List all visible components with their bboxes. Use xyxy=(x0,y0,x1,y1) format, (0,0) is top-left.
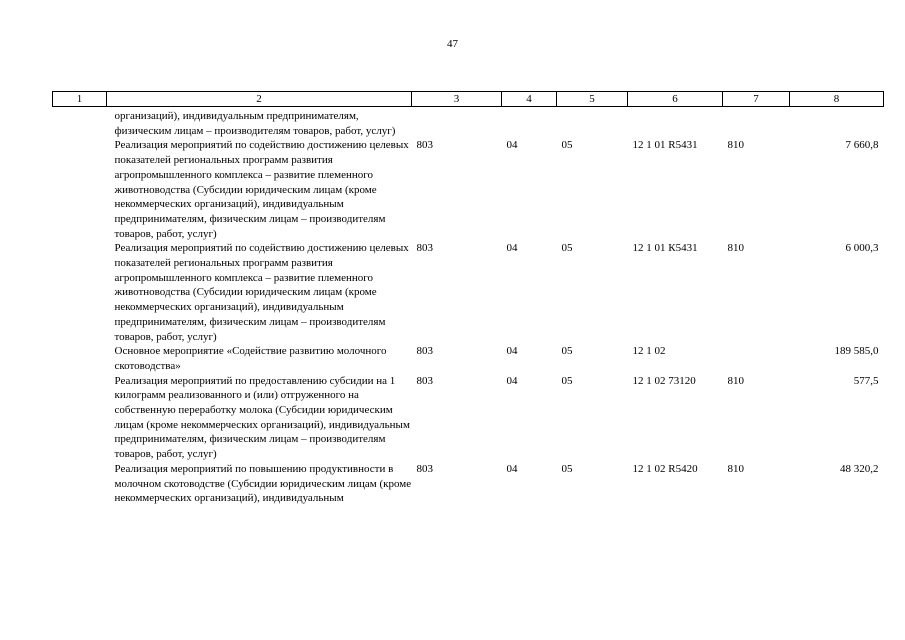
row-cell-col1 xyxy=(53,462,107,506)
header-row xyxy=(53,92,884,107)
row-subsection xyxy=(557,107,628,139)
table-row xyxy=(53,107,884,139)
row-name: Реализация мероприятий по содействию достижению целевых показателей региональных программ развития агропромышленного комплекса – развитие племенного животноводства (Субсидии юридическим лицам (кроме некоммерческих организаций), индивидуальным предпринимателям, физическим лицам – производителям товаров, работ, услуг) xyxy=(114,242,409,343)
row-subsection: 05 xyxy=(561,345,573,358)
row-section: 04 xyxy=(506,345,518,358)
row-section: 04 xyxy=(506,462,518,475)
column-header-8: 8 xyxy=(790,92,884,107)
table-row xyxy=(53,241,884,344)
row-expense-type xyxy=(723,107,790,139)
row-cell-col1 xyxy=(53,107,107,139)
column-header-6: 6 xyxy=(628,92,723,107)
row-section: 04 xyxy=(506,242,518,255)
row-target-code: 12 1 02 xyxy=(632,345,666,358)
row-expense-type xyxy=(723,344,790,373)
row-expense-type: 810 xyxy=(727,139,744,152)
row-expense-type: 810 xyxy=(727,242,744,255)
row-amount: 6 000,3 xyxy=(845,242,879,255)
row-target-code: 12 1 01 К5431 xyxy=(632,242,698,255)
row-section: 04 xyxy=(506,139,518,152)
row-admin-code xyxy=(412,107,502,139)
row-section: 04 xyxy=(506,374,518,387)
row-target-code xyxy=(628,107,723,139)
column-header-4: 4 xyxy=(502,92,557,107)
row-name: Основное мероприятие «Содействие развитию молочного скотоводства» xyxy=(114,345,387,372)
row-name: Реализация мероприятий по содействию достижению целевых показателей региональных программ развития агропромышленного комплекса – развитие племенного животноводства (Субсидии юридическим лицам (кроме некоммерческих организаций), индивидуальным предпринимателям, физическим лицам – производителям товаров, работ, услуг) xyxy=(114,139,409,240)
row-expense-type: 810 xyxy=(727,374,744,387)
row-amount: 7 660,8 xyxy=(845,139,879,152)
row-subsection: 05 xyxy=(561,139,573,152)
row-expense-type: 810 xyxy=(727,462,744,475)
row-section xyxy=(502,107,557,139)
row-target-code: 12 1 02 73120 xyxy=(632,374,696,387)
budget-table xyxy=(52,91,884,506)
column-header-7: 7 xyxy=(723,92,790,107)
row-admin-code: 803 xyxy=(416,462,433,475)
column-header-5: 5 xyxy=(557,92,628,107)
row-cell-col1 xyxy=(53,241,107,344)
row-cell-col1 xyxy=(53,138,107,241)
row-subsection: 05 xyxy=(561,374,573,387)
row-admin-code: 803 xyxy=(416,345,433,358)
row-admin-code: 803 xyxy=(416,374,433,387)
row-subsection: 05 xyxy=(561,462,573,475)
column-header-3: 3 xyxy=(412,92,502,107)
row-target-code: 12 1 02 R5420 xyxy=(632,462,698,475)
table-row xyxy=(53,344,884,373)
row-cell-col1 xyxy=(53,374,107,462)
page-number: 47 xyxy=(447,38,458,50)
row-target-code: 12 1 01 R5431 xyxy=(632,139,698,152)
column-header-2: 2 xyxy=(107,92,412,107)
row-amount: 577,5 xyxy=(853,374,879,387)
row-amount: 48 320,2 xyxy=(840,462,879,475)
row-name: Реализация мероприятий по повышению продуктивности в молочном скотоводстве (Субсидии юридическим лицам (кроме некоммерческих организаций), индивидуальным xyxy=(114,462,412,505)
row-cell-col1 xyxy=(53,344,107,373)
row-admin-code: 803 xyxy=(416,242,433,255)
table-row xyxy=(53,138,884,241)
row-amount: 189 585,0 xyxy=(834,345,879,358)
row-subsection: 05 xyxy=(561,242,573,255)
row-name: Реализация мероприятий по предоставлению субсидии на 1 килограмм реализованного и (или) отгруженного на собственную переработку молока (Субсидии юридическим лицам (кроме некоммерческих организаций), индивидуальным предпринимателям, физическим лицам – производителям товаров, работ, услуг) xyxy=(114,374,410,461)
row-name: организаций), индивидуальным предпринимателям, физическим лицам – производителям товаров, работ, услуг) xyxy=(114,110,396,137)
row-admin-code: 803 xyxy=(416,139,433,152)
column-header-1: 1 xyxy=(53,92,107,107)
table-row xyxy=(53,462,884,506)
table-row xyxy=(53,374,884,462)
row-amount xyxy=(790,107,884,139)
